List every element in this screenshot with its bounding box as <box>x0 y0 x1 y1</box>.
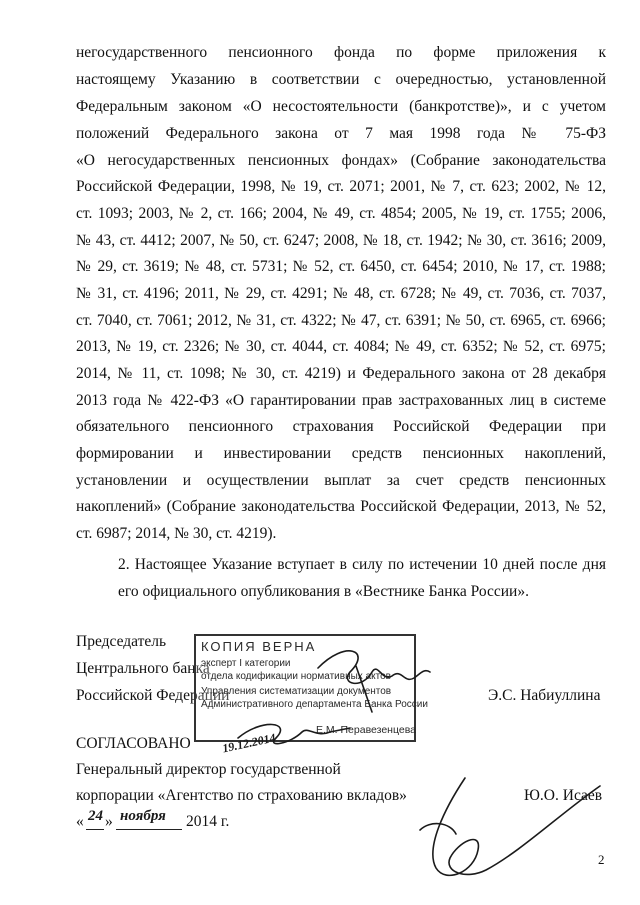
body-line: ст. 6987; 2014, № 30, ст. 4219). <box>76 525 277 542</box>
date-month-handwritten: ноября <box>120 808 166 824</box>
chairman-signature-tail <box>356 666 372 712</box>
stamp-heading: КОПИЯ ВЕРНА <box>201 639 317 654</box>
body-line: ст. 7040, ст. 7061; 2012, № 31, ст. 4322; № 47, ст. 6391; № 50, ст. 6965, ст. 6966; <box>76 312 606 329</box>
paragraph-2-line: его официального опубликования в «Вестнике Банка России». <box>118 583 529 600</box>
body-line: Федеральным законом «О несостоятельности (банкротстве)», и с учетом <box>76 98 606 115</box>
stamp-signature <box>238 724 350 743</box>
body-line: № 43, ст. 4412; 2007, № 50, ст. 6247; 2008, № 18, ст. 1942; № 30, ст. 3616; 2009, <box>76 232 606 249</box>
stamp-signer: Е.М. Перавезенцева <box>316 724 417 736</box>
agreed-title: корпорации «Агентство по страхованию вкладов» <box>76 787 407 804</box>
body-line: обязательного пенсионного страхования Российской Федерации при <box>76 418 606 435</box>
stamp-handwritten-date: 19.12.2014 <box>221 730 277 756</box>
signatory-title: Российской Федерации <box>76 687 230 704</box>
body-line: 2014, № 11, ст. 1098; № 30, ст. 4219) и Федерального закона от 28 декабря <box>76 365 606 382</box>
stamp-line: Управления систематизации документов <box>201 686 392 697</box>
stamp-line: отдела кодификации нормативных актов <box>201 671 391 682</box>
date-quote-open: « <box>76 813 84 830</box>
body-line: Российской Федерации, 1998, № 19, ст. 2071; 2001, № 7, ст. 623; 2002, № 12, <box>76 178 606 195</box>
body-line: положений Федерального закона от 7 мая 1998 года № 75-ФЗ <box>76 125 606 142</box>
signatory-title: Председатель <box>76 633 167 650</box>
body-line: ст. 1093; 2003, № 2, ст. 166; 2004, № 49, ст. 4854; 2005, № 19, ст. 1755; 2006, <box>76 205 606 222</box>
stamp-line: эксперт I категории <box>201 658 291 669</box>
body-line: 2013 года № 422-ФЗ «О гарантировании прав застрахованных лиц в системе <box>76 392 606 409</box>
body-line: формировании и инвестировании средств пенсионных накоплений, <box>76 445 606 462</box>
date-quote-close: » <box>105 813 113 830</box>
chairman-signature <box>318 651 430 683</box>
agreed-name: Ю.О. Исаев <box>524 787 603 804</box>
signatory-name: Э.С. Набиуллина <box>488 687 601 704</box>
body-line: установлении и осуществлении выплат за счет средств пенсионных <box>76 472 606 489</box>
body-line: настоящему Указанию в соответствии с очередностью, установленной <box>76 71 606 88</box>
body-line: № 29, ст. 3619; № 48, ст. 5731; № 52, ст. 6450, ст. 6454; 2010, № 17, ст. 1988; <box>76 258 606 275</box>
body-line: негосударственного пенсионного фонда по форме приложения к <box>76 44 606 61</box>
agreed-label: СОГЛАСОВАНО <box>76 735 191 752</box>
body-line: накоплений» (Собрание законодательства Российской Федерации, 2013, № 52, <box>76 498 606 515</box>
date-year: 2014 г. <box>186 813 230 830</box>
body-line: «О негосударственных пенсионных фондах» (Собрание законодательства <box>76 152 606 169</box>
signatory-title: Центрального банка <box>76 660 210 677</box>
body-line: 2013, № 19, ст. 2326; № 30, ст. 4044, ст. 4084; № 49, ст. 6352; № 52, ст. 6975; <box>76 338 606 355</box>
stamp-line: Административного департамента Банка России <box>201 699 428 710</box>
agreed-title: Генеральный директор государственной <box>76 761 341 778</box>
page-number: 2 <box>598 852 605 867</box>
date-day-handwritten: 24 <box>88 808 103 824</box>
isaev-signature <box>433 778 603 875</box>
body-line: № 31, ст. 4196; 2011, № 29, ст. 4291; № 48, ст. 6728; № 49, ст. 7036, ст. 7037, <box>76 285 606 302</box>
paragraph-2-line: 2. Настоящее Указание вступает в силу по истечении 10 дней после дня <box>118 556 606 573</box>
